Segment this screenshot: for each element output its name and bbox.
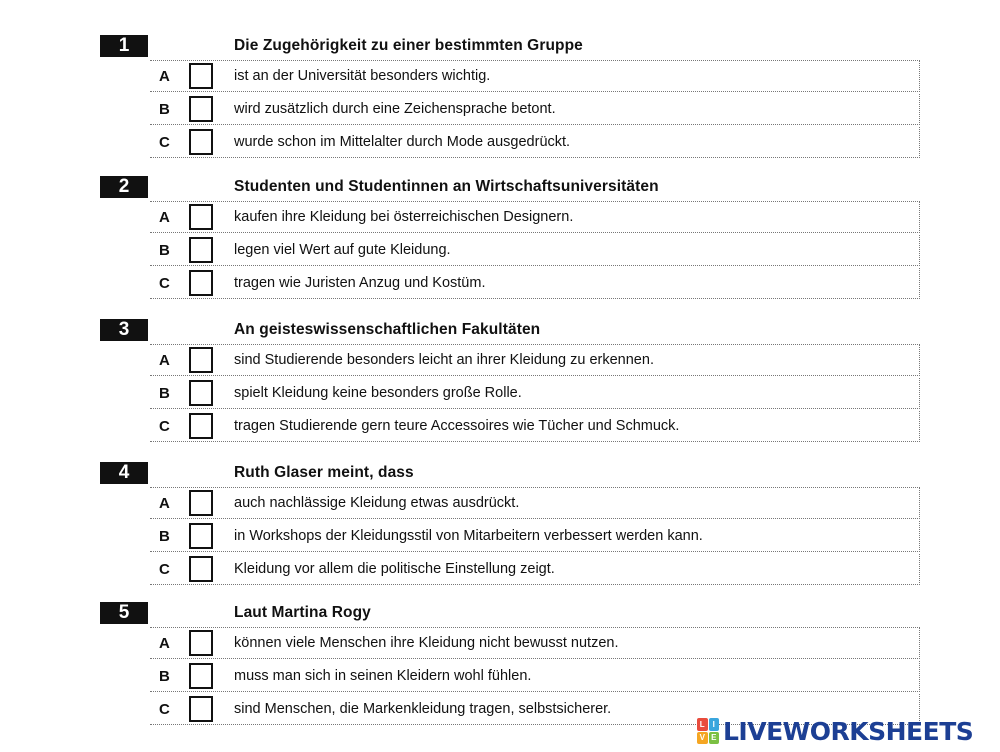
option-text: auch nachlässige Kleidung etwas ausdrückt. xyxy=(234,495,520,511)
option-b xyxy=(150,235,920,266)
answer-checkbox[interactable] xyxy=(189,556,213,582)
option-b xyxy=(150,94,920,125)
option-a xyxy=(150,61,920,92)
option-letter: A xyxy=(159,635,170,652)
question-title: Die Zugehörigkeit zu einer bestimmten Gruppe xyxy=(234,37,583,54)
option-text: ist an der Universität besonders wichtig. xyxy=(234,68,491,84)
option-letter: A xyxy=(159,352,170,369)
option-letter: C xyxy=(159,134,170,151)
question-number: 5 xyxy=(100,602,148,624)
option-c xyxy=(150,268,920,299)
option-text: sind Studierende besonders leicht an ihrer Kleidung zu erkennen. xyxy=(234,352,654,368)
answer-checkbox[interactable] xyxy=(189,663,213,689)
question-title: Studenten und Studentinnen an Wirtschaftsuniversitäten xyxy=(234,178,659,195)
option-text: wird zusätzlich durch eine Zeichensprache betont. xyxy=(234,101,556,117)
answer-checkbox[interactable] xyxy=(189,96,213,122)
answer-checkbox[interactable] xyxy=(189,63,213,89)
option-text: wurde schon im Mittelalter durch Mode ausgedrückt. xyxy=(234,134,571,150)
option-text: sind Menschen, die Markenkleidung tragen, selbstsicherer. xyxy=(234,701,612,717)
logo-mark-i: I xyxy=(709,718,720,731)
option-letter: C xyxy=(159,561,170,578)
logo-mark-e: E xyxy=(709,732,720,745)
option-text: kaufen ihre Kleidung bei österreichischen Designern. xyxy=(234,209,574,225)
answer-checkbox[interactable] xyxy=(189,129,213,155)
option-letter: C xyxy=(159,701,170,718)
option-text: legen viel Wert auf gute Kleidung. xyxy=(234,242,451,258)
option-c xyxy=(150,554,920,585)
option-letter: C xyxy=(159,275,170,292)
option-a xyxy=(150,345,920,376)
answer-checkbox[interactable] xyxy=(189,270,213,296)
option-a xyxy=(150,202,920,233)
option-letter: B xyxy=(159,528,170,545)
logo-mark-icon xyxy=(697,718,719,744)
liveworksheets-logo xyxy=(697,716,973,746)
option-letter: B xyxy=(159,668,170,685)
option-text: muss man sich in seinen Kleidern wohl fühlen. xyxy=(234,668,532,684)
question-number: 2 xyxy=(100,176,148,198)
answer-checkbox[interactable] xyxy=(189,380,213,406)
option-text: können viele Menschen ihre Kleidung nicht bewusst nutzen. xyxy=(234,635,619,651)
answer-checkbox[interactable] xyxy=(189,490,213,516)
question-title: An geisteswissenschaftlichen Fakultäten xyxy=(234,321,541,338)
option-letter: A xyxy=(159,68,170,85)
question-number: 4 xyxy=(100,462,148,484)
option-letter: C xyxy=(159,418,170,435)
option-a xyxy=(150,628,920,659)
answer-checkbox[interactable] xyxy=(189,237,213,263)
logo-text: LIVEWORKSHEETS xyxy=(723,716,974,746)
option-b xyxy=(150,521,920,552)
option-text: tragen Studierende gern teure Accessoires wie Tücher und Schmuck. xyxy=(234,418,680,434)
answer-checkbox[interactable] xyxy=(189,630,213,656)
option-letter: A xyxy=(159,209,170,226)
question-title: Laut Martina Rogy xyxy=(234,604,371,621)
logo-mark-v: V xyxy=(697,732,708,745)
question-title: Ruth Glaser meint, dass xyxy=(234,464,414,481)
option-letter: B xyxy=(159,385,170,402)
answer-checkbox[interactable] xyxy=(189,696,213,722)
option-letter: B xyxy=(159,101,170,118)
question-number: 3 xyxy=(100,319,148,341)
option-letter: B xyxy=(159,242,170,259)
option-text: tragen wie Juristen Anzug und Kostüm. xyxy=(234,275,486,291)
option-c xyxy=(150,411,920,442)
question-number: 1 xyxy=(100,35,148,57)
answer-checkbox[interactable] xyxy=(189,347,213,373)
option-letter: A xyxy=(159,495,170,512)
option-text: Kleidung vor allem die politische Einstellung zeigt. xyxy=(234,561,555,577)
option-b xyxy=(150,661,920,692)
option-c xyxy=(150,127,920,158)
logo-mark-l: L xyxy=(697,718,708,731)
answer-checkbox[interactable] xyxy=(189,204,213,230)
answer-checkbox[interactable] xyxy=(189,523,213,549)
answer-checkbox[interactable] xyxy=(189,413,213,439)
option-text: in Workshops der Kleidungsstil von Mitarbeitern verbessert werden kann. xyxy=(234,528,703,544)
option-text: spielt Kleidung keine besonders große Rolle. xyxy=(234,385,522,401)
option-a xyxy=(150,488,920,519)
option-b xyxy=(150,378,920,409)
